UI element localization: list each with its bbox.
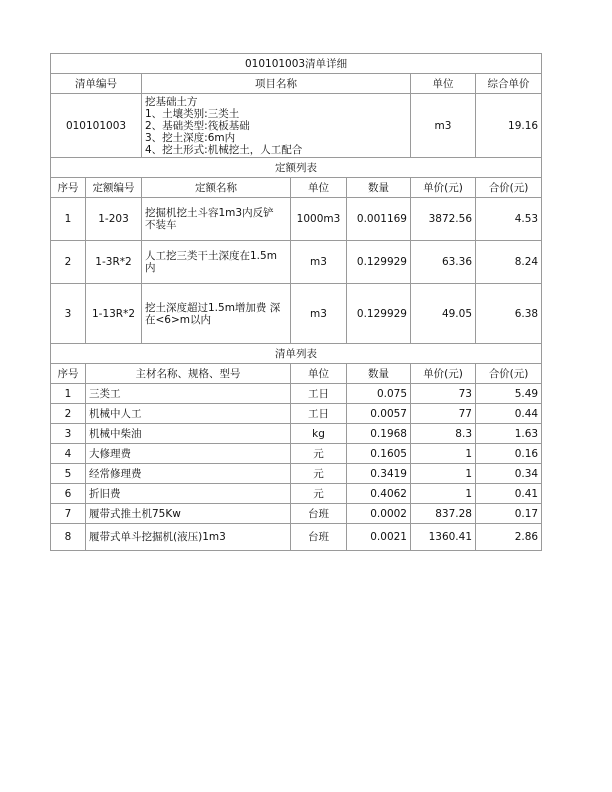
- material-total: 0.17: [476, 504, 542, 524]
- quota-total-header: 合价(元): [476, 178, 542, 198]
- material-qty-header: 数量: [347, 364, 411, 384]
- quota-code: 1-13R*2: [86, 284, 142, 344]
- material-name: 机械中人工: [86, 404, 291, 424]
- material-name: 机械中柴油: [86, 424, 291, 444]
- item-price-header: 综合单价: [476, 74, 542, 94]
- quota-name: 人工挖三类干土深度在1.5m内: [142, 241, 291, 284]
- quota-unit-header: 单位: [291, 178, 347, 198]
- item-unit: m3: [411, 94, 476, 158]
- material-total: 0.34: [476, 464, 542, 484]
- quota-unit: 1000m3: [291, 198, 347, 241]
- quota-qty: 0.129929: [347, 284, 411, 344]
- material-qty: 0.1968: [347, 424, 411, 444]
- material-unit: kg: [291, 424, 347, 444]
- material-qty: 0.0002: [347, 504, 411, 524]
- material-unit-price: 77: [411, 404, 476, 424]
- item-description-line: 挖基础土方: [145, 95, 198, 108]
- quota-total: 4.53: [476, 198, 542, 241]
- quota-code-header: 定额编号: [86, 178, 142, 198]
- material-total-header: 合价(元): [476, 364, 542, 384]
- material-unit: 台班: [291, 504, 347, 524]
- material-section-title: 清单列表: [51, 344, 542, 364]
- quota-unit-price: 49.05: [411, 284, 476, 344]
- item-description-line: 3、挖土深度:6m内: [145, 131, 236, 144]
- material-row: [51, 384, 542, 404]
- material-row: [51, 484, 542, 504]
- quota-name: 挖土深度超过1.5m增加费 深在<6>m以内: [142, 284, 291, 344]
- material-unit-price: 8.3: [411, 424, 476, 444]
- material-qty: 0.1605: [347, 444, 411, 464]
- quota-total: 6.38: [476, 284, 542, 344]
- material-unit-price: 1: [411, 484, 476, 504]
- quota-qty-header: 数量: [347, 178, 411, 198]
- quota-section-row: [51, 158, 542, 178]
- quota-name-header: 定额名称: [142, 178, 291, 198]
- material-seq: 3: [51, 424, 86, 444]
- material-unit: 工日: [291, 384, 347, 404]
- bill-detail-sheet: [50, 53, 541, 551]
- material-total: 1.63: [476, 424, 542, 444]
- item-header-row: [51, 74, 542, 94]
- material-row: [51, 444, 542, 464]
- quota-unit: m3: [291, 284, 347, 344]
- quota-row: [51, 284, 542, 344]
- quota-seq: 1: [51, 198, 86, 241]
- material-seq: 7: [51, 504, 86, 524]
- material-seq: 6: [51, 484, 86, 504]
- quota-qty: 0.001169: [347, 198, 411, 241]
- material-seq-header: 序号: [51, 364, 86, 384]
- material-qty: 0.3419: [347, 464, 411, 484]
- quota-unit-price: 63.36: [411, 241, 476, 284]
- material-seq: 8: [51, 524, 86, 551]
- quota-seq: 2: [51, 241, 86, 284]
- material-qty: 0.0057: [347, 404, 411, 424]
- title-row: [51, 54, 542, 74]
- quota-seq-header: 序号: [51, 178, 86, 198]
- material-seq: 5: [51, 464, 86, 484]
- material-unit: 元: [291, 444, 347, 464]
- item-code-header: 清单编号: [51, 74, 142, 94]
- material-seq: 2: [51, 404, 86, 424]
- material-unit-price: 837.28: [411, 504, 476, 524]
- material-name: 履带式单斗挖掘机(液压)1m3: [86, 524, 291, 551]
- quota-seq: 3: [51, 284, 86, 344]
- material-row: [51, 464, 542, 484]
- quota-section-title: 定额列表: [51, 158, 542, 178]
- material-unit: 元: [291, 464, 347, 484]
- quota-header-row: [51, 178, 542, 198]
- material-unit-price: 1: [411, 444, 476, 464]
- material-total: 0.41: [476, 484, 542, 504]
- material-seq: 1: [51, 384, 86, 404]
- material-row: [51, 524, 542, 551]
- material-name: 履带式推土机75Kw: [86, 504, 291, 524]
- material-name-header: 主材名称、规格、型号: [86, 364, 291, 384]
- material-header-row: [51, 364, 542, 384]
- quota-unit-price-header: 单价(元): [411, 178, 476, 198]
- item-price: 19.16: [476, 94, 542, 158]
- item-description: [142, 94, 411, 158]
- bill-detail-table: [50, 53, 542, 551]
- quota-code: 1-3R*2: [86, 241, 142, 284]
- material-total: 2.86: [476, 524, 542, 551]
- material-unit-header: 单位: [291, 364, 347, 384]
- quota-unit: m3: [291, 241, 347, 284]
- material-unit: 元: [291, 484, 347, 504]
- material-name: 经常修理费: [86, 464, 291, 484]
- material-qty: 0.4062: [347, 484, 411, 504]
- material-qty: 0.075: [347, 384, 411, 404]
- item-description-line: 4、挖土形式:机械挖土，人工配合: [145, 143, 303, 156]
- material-unit-price: 1: [411, 464, 476, 484]
- item-code: 010101003: [51, 94, 142, 158]
- material-name: 三类工: [86, 384, 291, 404]
- item-row: [51, 94, 542, 158]
- item-unit-header: 单位: [411, 74, 476, 94]
- quota-unit-price: 3872.56: [411, 198, 476, 241]
- material-unit: 工日: [291, 404, 347, 424]
- material-name: 折旧费: [86, 484, 291, 504]
- sheet-title: 010101003清单详细: [51, 54, 542, 74]
- item-description-line: 2、基础类型:筏板基础: [145, 119, 250, 132]
- quota-total: 8.24: [476, 241, 542, 284]
- quota-code: 1-203: [86, 198, 142, 241]
- material-row: [51, 424, 542, 444]
- quota-row: [51, 241, 542, 284]
- material-unit-price-header: 单价(元): [411, 364, 476, 384]
- quota-row: [51, 198, 542, 241]
- material-total: 0.16: [476, 444, 542, 464]
- item-name-header: 项目名称: [142, 74, 411, 94]
- item-description-line: 1、土壤类别:三类土: [145, 107, 240, 120]
- material-total: 0.44: [476, 404, 542, 424]
- material-name: 大修理费: [86, 444, 291, 464]
- material-row: [51, 404, 542, 424]
- material-unit: 台班: [291, 524, 347, 551]
- material-unit-price: 1360.41: [411, 524, 476, 551]
- material-qty: 0.0021: [347, 524, 411, 551]
- quota-qty: 0.129929: [347, 241, 411, 284]
- quota-name: 挖掘机挖土斗容1m3内反铲 不装车: [142, 198, 291, 241]
- material-seq: 4: [51, 444, 86, 464]
- material-row: [51, 504, 542, 524]
- material-section-row: [51, 344, 542, 364]
- material-unit-price: 73: [411, 384, 476, 404]
- material-total: 5.49: [476, 384, 542, 404]
